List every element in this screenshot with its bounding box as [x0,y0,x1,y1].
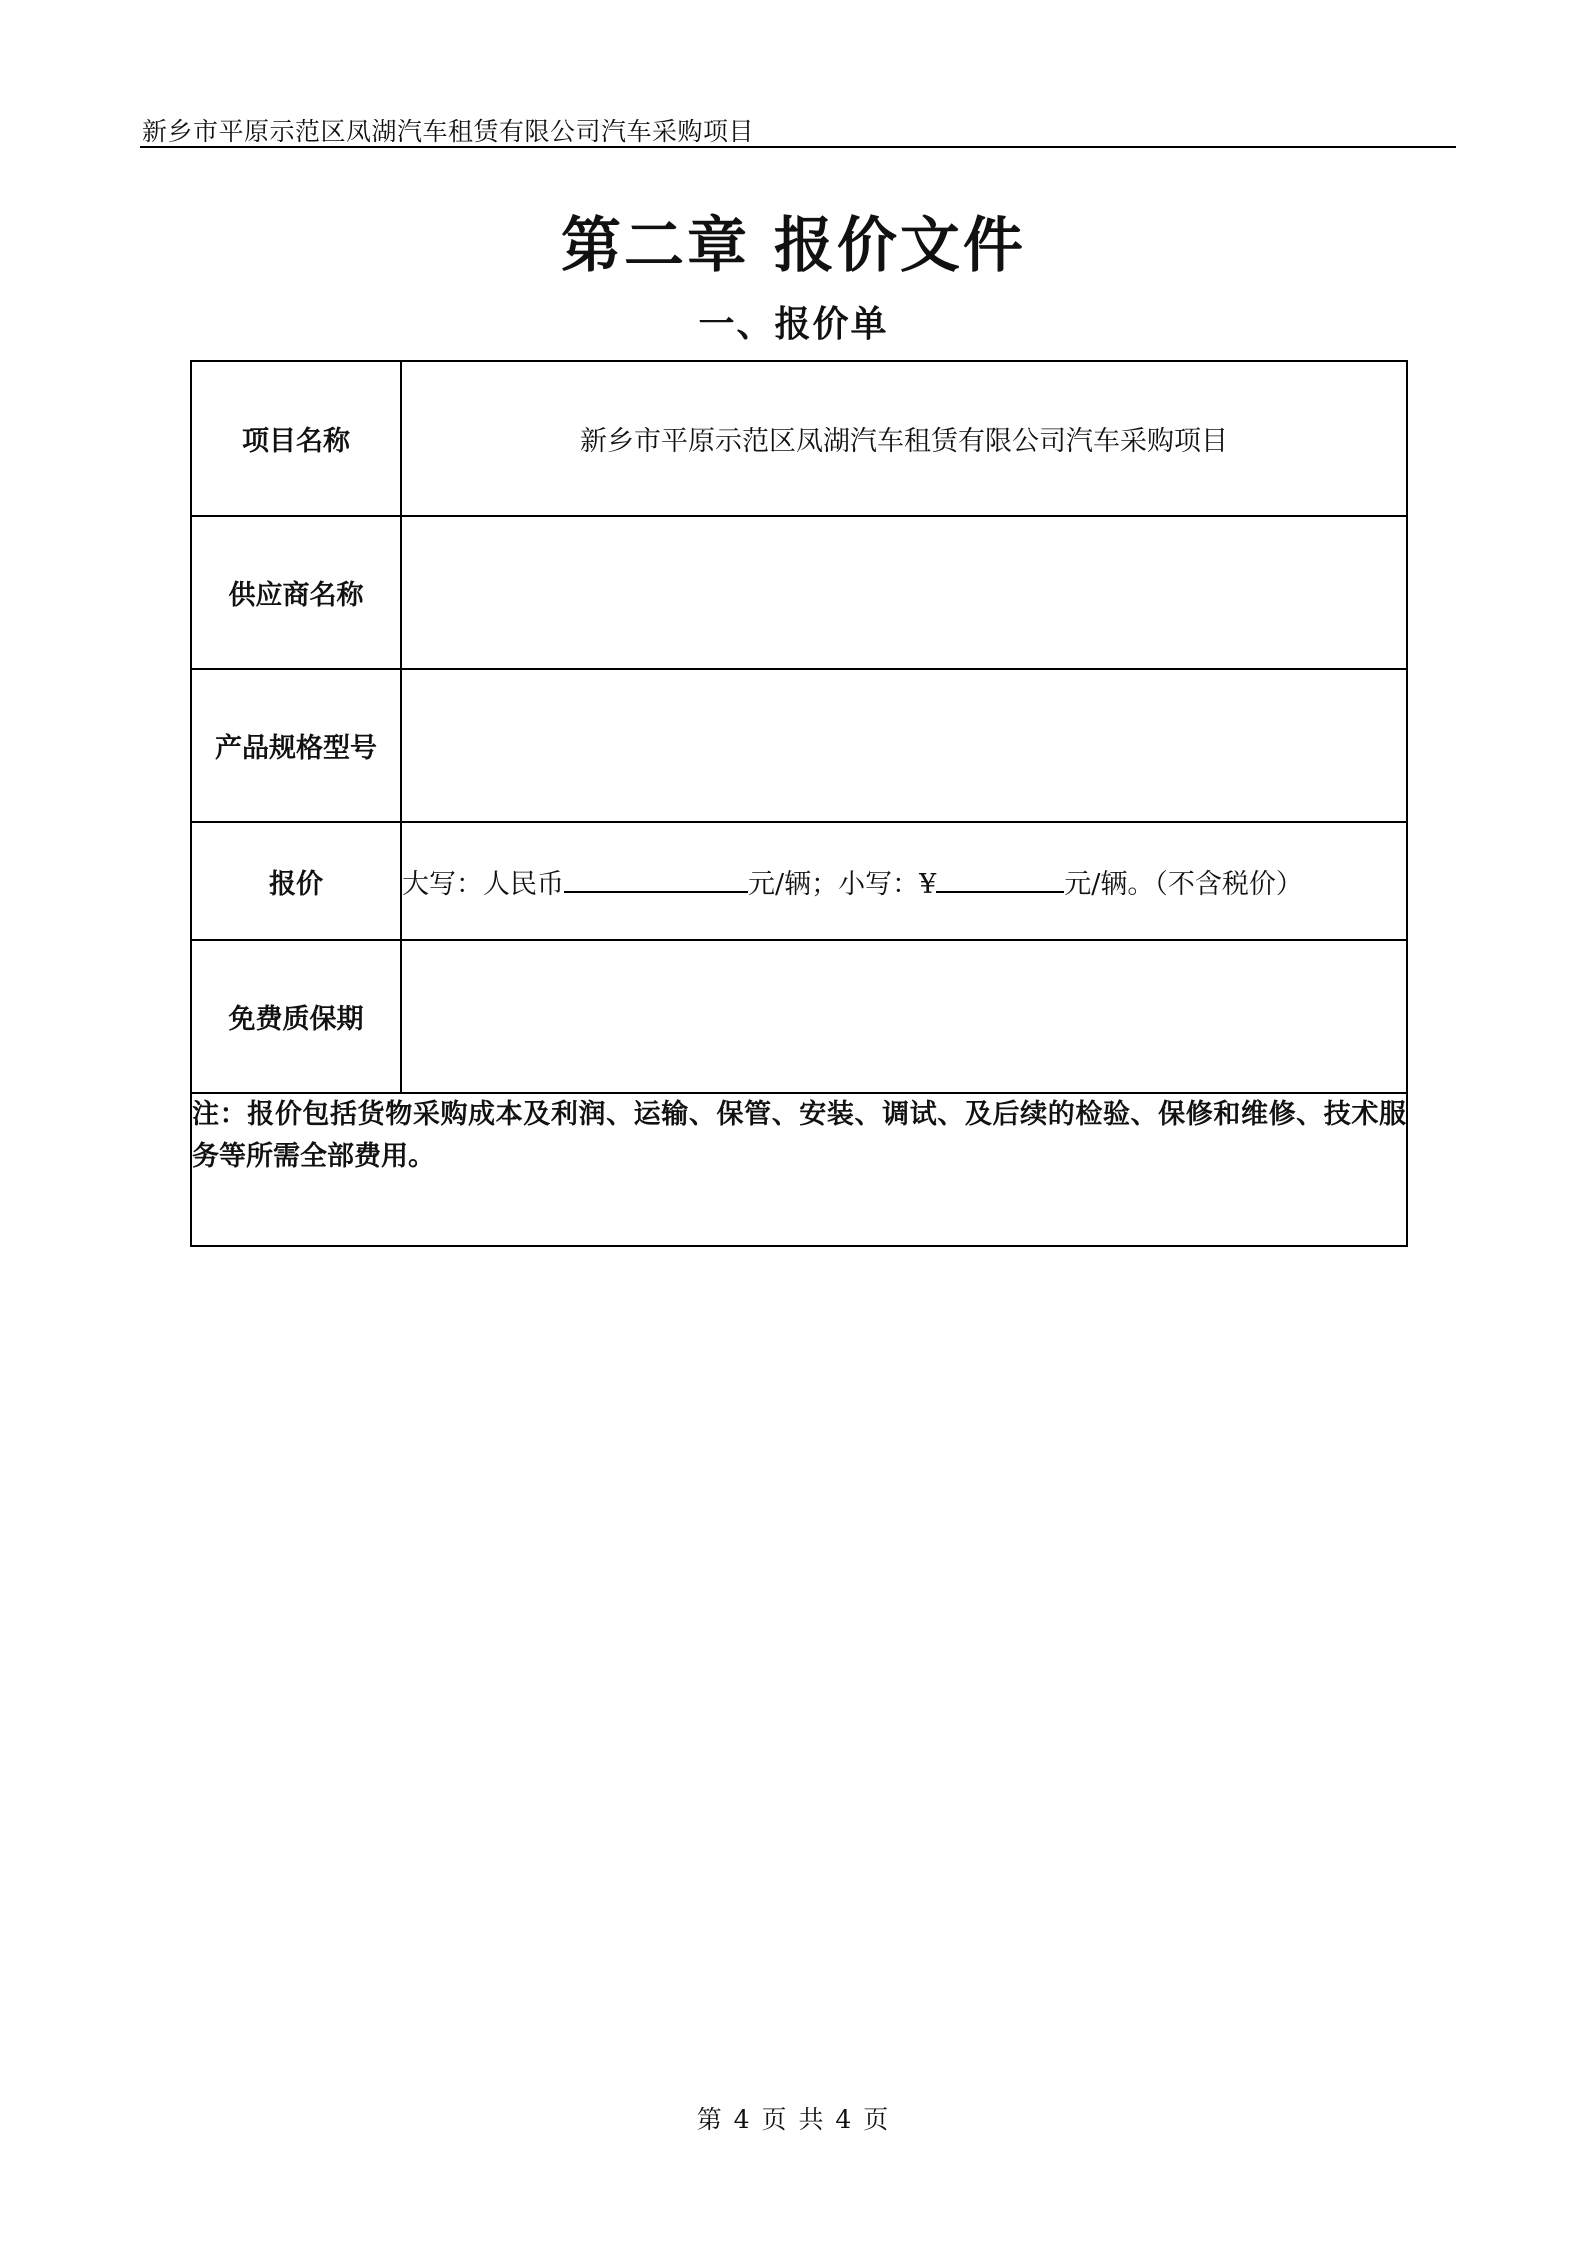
price-label: 报价 [191,822,401,940]
numeric-amount-blank[interactable] [936,863,1064,893]
running-header: 新乡市平原示范区凤湖汽车租赁有限公司汽车采购项目 [142,117,755,146]
section-title: 一、报价单 [698,304,889,345]
product-spec-field[interactable] [401,669,1407,822]
price-unit-lowercase-prefix: 元/辆；小写：¥ [748,868,937,900]
price-cell [401,822,1407,940]
note-text: 注：报价包括货物采购成本及利润、运输、保管、安装、调试、及后续的检验、保修和维修、技术服务等所需全部费用。 [191,1093,1407,1246]
row-supplier-name [191,516,1407,669]
warranty-label: 免费质保期 [191,940,401,1093]
row-project-name [191,361,1407,516]
row-note [191,1093,1407,1246]
header-rule [140,146,1456,148]
supplier-name-field[interactable] [401,516,1407,669]
project-name-label: 项目名称 [191,361,401,516]
quote-table [190,360,1408,1247]
row-product-spec [191,669,1407,822]
price-capital-prefix: 大写：人民币 [402,868,564,900]
warranty-field[interactable] [401,940,1407,1093]
row-warranty [191,940,1407,1093]
project-name-value: 新乡市平原示范区凤湖汽车租赁有限公司汽车采购项目 [401,361,1407,516]
chapter-title: 第二章 报价文件 [561,211,1026,281]
price-unit-suffix: 元/辆。（不含税价） [1064,868,1303,900]
supplier-name-label: 供应商名称 [191,516,401,669]
page-number: 第 4 页 共 4 页 [696,2105,891,2134]
row-price [191,822,1407,940]
product-spec-label: 产品规格型号 [191,669,401,822]
capital-amount-blank[interactable] [564,863,748,893]
